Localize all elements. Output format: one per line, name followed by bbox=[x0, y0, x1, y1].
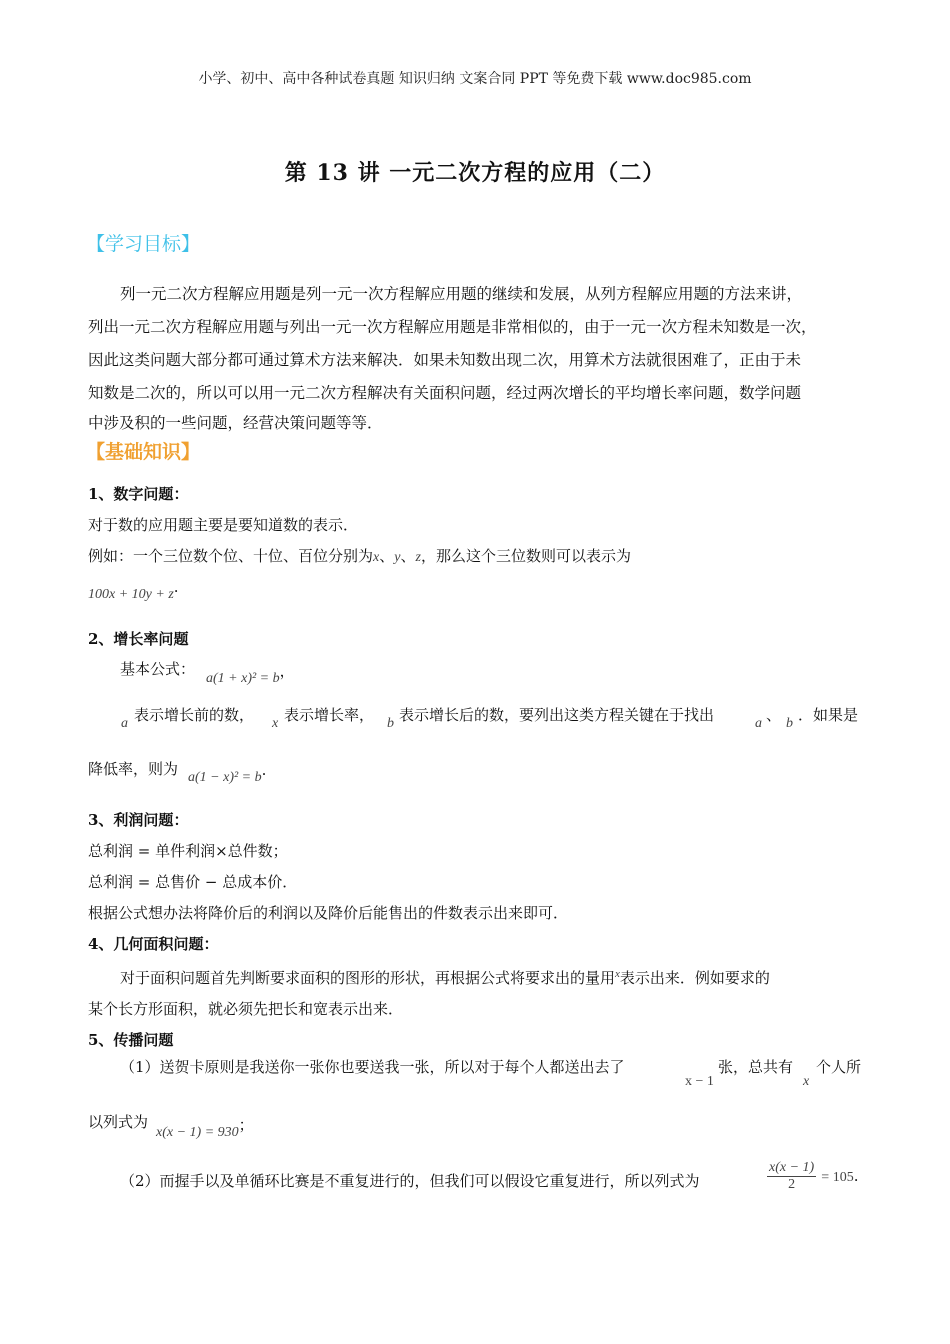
page-title: 第 13 讲 一元二次方程的应用（二） bbox=[284, 160, 666, 186]
goals-line-4: 知数是二次的，所以可以用一元二次方程解决有关面积问题，经过两次增长的平均增长率问题，数学问题 bbox=[88, 384, 802, 402]
growth-formula-label: 基本公式： bbox=[120, 660, 196, 678]
formula-card: x(x − 1) = 930 bbox=[156, 1125, 239, 1140]
growth-desc-4: ．如果是 bbox=[798, 706, 859, 724]
formula-decline: a(1 − x)² = b bbox=[188, 770, 262, 785]
area-line-2: 某个长方形面积，就必须先把长和宽表示出来． bbox=[88, 1000, 404, 1018]
basic-knowledge-heading: 【基础知识】 bbox=[86, 441, 201, 463]
section-1-example-tail: ，那么这个三位数则可以表示为 bbox=[420, 547, 631, 565]
profit-formula-2: 总利润 = 总售价 − 总成本价． bbox=[88, 873, 298, 891]
var-x: x bbox=[373, 550, 380, 565]
learning-goals-heading: 【学习目标】 bbox=[86, 233, 201, 255]
var-b: b bbox=[786, 716, 793, 731]
separator: 、 bbox=[766, 706, 782, 724]
handshake-formula bbox=[767, 1160, 858, 1193]
fraction-numerator: x(x − 1) bbox=[769, 1160, 815, 1175]
formula-growth: a(1 + x)² = b bbox=[206, 671, 280, 686]
formula-equals-105: = 105 bbox=[821, 1170, 854, 1185]
formula-100x-10y-z: 100x + 10y + z bbox=[88, 587, 174, 602]
var-x: x bbox=[615, 968, 620, 980]
goals-line-3: 因此这类问题大部分都可通过算术方法来解决．如果未知数出现二次，用算术方法就很困难了，正由于未 bbox=[88, 351, 802, 369]
var-z: z bbox=[415, 550, 421, 565]
fraction-denominator: 2 bbox=[788, 1177, 796, 1192]
growth-desc-1: 表示增长前的数， bbox=[134, 706, 255, 724]
card-formula bbox=[156, 1116, 254, 1141]
area-line-1 bbox=[120, 967, 770, 988]
formula-end: . bbox=[173, 578, 179, 596]
formula-end: . bbox=[261, 761, 267, 779]
expr-x-minus-1: x − 1 bbox=[685, 1074, 714, 1089]
var-a: a bbox=[121, 716, 128, 731]
number-formula bbox=[88, 578, 179, 603]
goals-line-2: 列出一元二次方程解应用题与列出一元一次方程解应用题是非常相似的，由于一元一次方程未知数是一次， bbox=[88, 318, 817, 336]
handshake-text: （2）而握手以及单循环比赛是不重复进行的，但我们可以假设它重复进行，所以列式为 bbox=[120, 1172, 700, 1190]
card-rule-text-3: 个人所 bbox=[816, 1058, 862, 1076]
var-x: x bbox=[803, 1074, 810, 1089]
var-x: x bbox=[272, 716, 279, 731]
separator: 、 bbox=[379, 547, 395, 565]
formula-end: ； bbox=[238, 1116, 254, 1134]
goals-line-1: 列一元二次方程解应用题是列一元一次方程解应用题的继续和发展，从列方程解应用题的方法来讲， bbox=[120, 285, 803, 303]
section-5-title: 5、传播问题 bbox=[88, 1031, 174, 1049]
section-4-title: 4、几何面积问题： bbox=[88, 935, 219, 953]
var-y: y bbox=[394, 550, 401, 565]
profit-note: 根据公式想办法将降价后的利润以及降价后能售出的件数表示出来即可． bbox=[88, 904, 569, 922]
section-1-example-text: 例如：一个三位数个位、十位、百位分别为 bbox=[88, 547, 374, 565]
goals-line-5: 中涉及积的一些问题，经营决策问题等等． bbox=[88, 414, 383, 432]
card-formula-label: 以列式为 bbox=[88, 1113, 149, 1131]
separator: 、 bbox=[400, 547, 416, 565]
section-1-line-1: 对于数的应用题主要是要知道数的表示． bbox=[88, 516, 359, 534]
card-rule-text: （1）送贺卡原则是我送你一张你也要送我一张，所以对于每个人都送出去了 bbox=[120, 1058, 625, 1076]
page-header: 小学、初中、高中各种试卷真题 知识归纳 文案合同 PPT 等免费下载 www.doc985.com bbox=[198, 71, 752, 87]
area-line-1-tail: 表示出来．例如要求的 bbox=[619, 969, 770, 987]
decline-label: 降低率，则为 bbox=[88, 760, 179, 778]
section-3-title: 3、利润问题： bbox=[88, 811, 189, 829]
section-1-line-2 bbox=[88, 545, 631, 566]
section-1-title: 1、数字问题： bbox=[88, 485, 189, 503]
profit-formula-1: 总利润 = 单件利润×总件数； bbox=[88, 842, 288, 860]
growth-formula bbox=[206, 662, 295, 687]
section-2-title: 2、增长率问题 bbox=[88, 630, 189, 648]
formula-comma: ， bbox=[279, 662, 295, 680]
card-rule-text-2: 张，总共有 bbox=[718, 1058, 794, 1076]
var-a: a bbox=[755, 716, 762, 731]
decline-formula bbox=[188, 761, 267, 786]
growth-desc-3: 表示增长后的数，要列出这类方程关键在于找出 bbox=[399, 706, 715, 724]
growth-desc-2: 表示增长率， bbox=[284, 706, 375, 724]
var-b: b bbox=[387, 716, 394, 731]
fraction bbox=[767, 1160, 816, 1193]
area-line-1-text: 对于面积问题首先判断要求面积的图形的形状，再根据公式将要求出的量用 bbox=[120, 969, 616, 987]
formula-end: . bbox=[853, 1167, 859, 1185]
